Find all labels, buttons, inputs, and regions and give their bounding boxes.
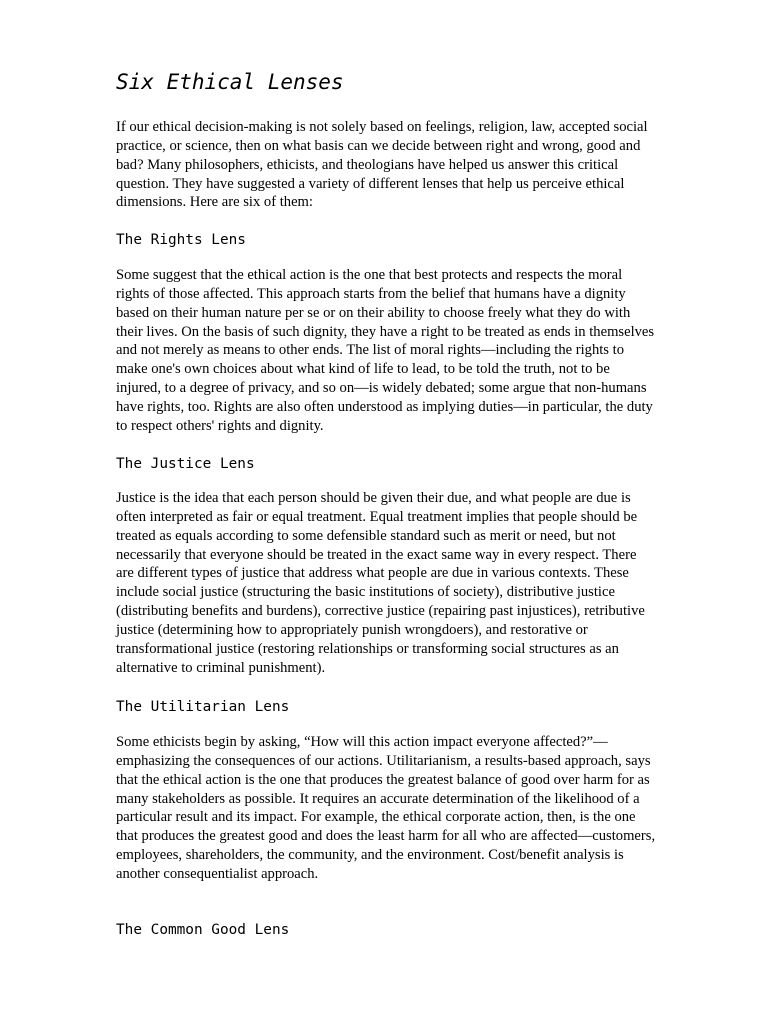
rights-lens-paragraph: Some suggest that the ethical action is the one that best protects and respects the moral rights of those affected. This approach starts from the belief that humans have a dignity based on their human nature per se or on their ability to choose freely what they do with their lives. On the basis of such dignity, they have a right to be treated as ends in themselves and not merely as means to other ends. The list of moral rights—including the rights to make one's own choices about what kind of life to lead, to be told the truth, not to be injured, to a degree of privacy, and so on—is widely debated; some argue that non-humans have rights, too. Rights are also often understood as implying duties—in particular, the duty to respect others' rights and dignity.: [116, 267, 655, 434]
justice-lens-heading: The Justice Lens: [116, 456, 255, 472]
utilitarian-lens-paragraph: Some ethicists begin by asking, “How will this action impact everyone affected?”—emphasizing the consequences of our actions. Utilitarianism, a results-based approach, says that the ethical action is the one that produces the greatest balance of good over harm for as many stakeholders as possible. It requires an accurate determination of the likelihood of a particular result and its impact. For example, the ethical corporate action, then, is the one that produces the greatest good and does the least harm for all who are affected—customers, employees, shareholders, the community, and the environment. Cost/benefit analysis is another consequentialist approach.: [116, 734, 656, 882]
justice-lens-paragraph: Justice is the idea that each person should be given their due, and what people are due is often interpreted as fair or equal treatment. Equal treatment implies that people should be treated as equals according to some defensible standard such as merit or need, but not necessarily that everyone should be treated in the exact same way in every respect. There are different types of justice that address what people are due in various contexts. These include social justice (structuring the basic institutions of society), distributive justice (distributing benefits and burdens), corrective justice (repairing past injustices), retributive justice (determining how to appropriately punish wrongdoers), and restorative or transformational justice (restoring relationships or transforming social structures as an alternative to criminal punishment).: [116, 490, 645, 676]
common-good-lens-heading: The Common Good Lens: [116, 922, 290, 938]
intro-paragraph: If our ethical decision-making is not solely based on feelings, religion, law, accepted social practice, or science, then on what basis can we decide between right and wrong, good and bad? Many philosophers, ethicists, and theologians have helped us answer this critical question. They have suggested a variety of different lenses that help us perceive ethical dimensions. Here are six of them:: [116, 119, 648, 211]
rights-lens-heading: The Rights Lens: [116, 232, 246, 248]
document-title: Six Ethical Lenses: [116, 70, 344, 94]
utilitarian-lens-heading: The Utilitarian Lens: [116, 699, 290, 715]
